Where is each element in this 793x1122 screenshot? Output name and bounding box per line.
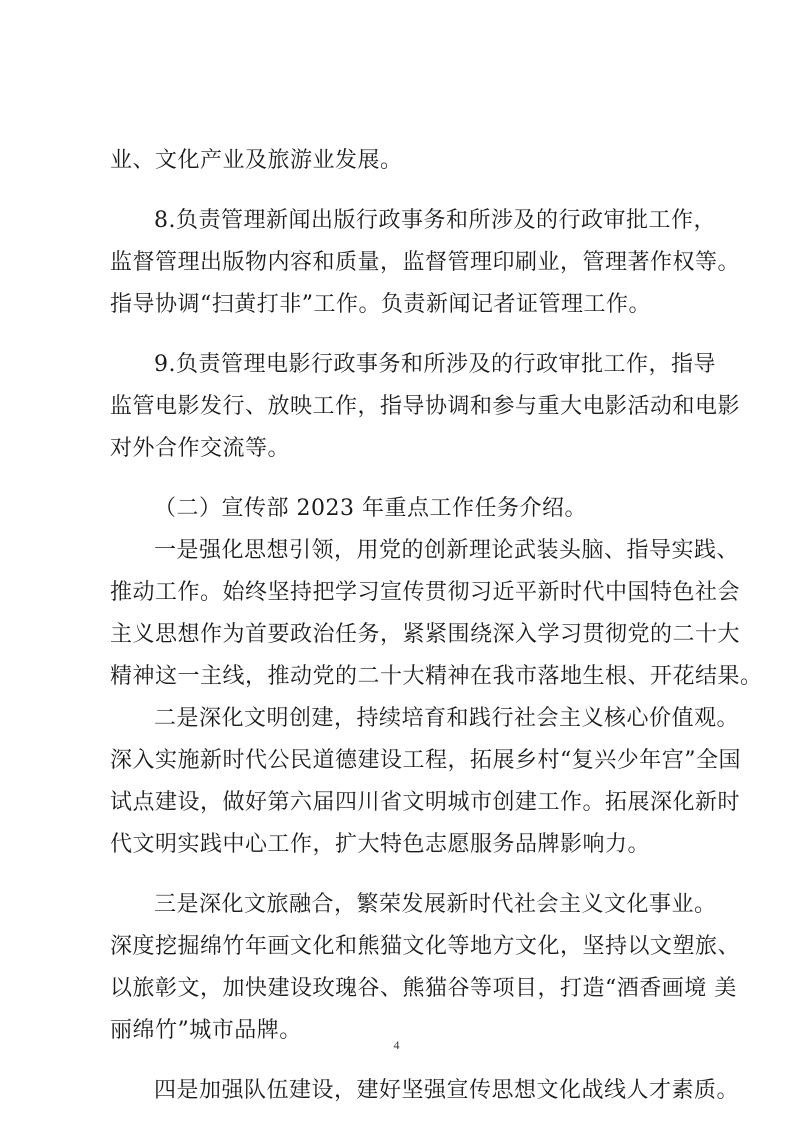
text-line: 监管电影发行、放映工作，指导协调和参与重大电影活动和电影 (110, 394, 741, 419)
text-line: 业、文化产业及旅游业发展。 (110, 148, 403, 173)
paragraph-item-8 (110, 200, 741, 326)
text-line: 试点建设，做好第六届四川省文明城市创建工作。拓展深化新时 (110, 790, 741, 815)
text-line: 代文明实践中心工作，扩大特色志愿服务品牌影响力。 (110, 832, 651, 857)
text-line: 深入实施新时代公民道德建设工程，拓展乡村“复兴少年宫”全国 (110, 748, 741, 773)
paragraph-task-2 (110, 698, 741, 866)
text-line: 四是加强队伍建设，建好坚强宣传思想文化战线人才素质。 (154, 1078, 740, 1103)
text-line: 对外合作交流等。 (110, 436, 291, 461)
document-body (110, 140, 763, 1112)
text-line: 主义思想作为首要政治任务，紧紧围绕深入学习贯彻党的二十大 (110, 622, 741, 647)
text-line: 9.负责管理电影行政事务和所涉及的行政审批工作，指导 (154, 352, 716, 377)
text-line: 推动工作。始终坚持把学习宣传贯彻习近平新时代中国特色社会 (110, 580, 741, 605)
text-line: 8.负责管理新闻出版行政事务和所涉及的行政审批工作， (154, 208, 716, 233)
page-number: 4 (393, 1038, 400, 1052)
text-line: 以旅彰文，加快建设玫瑰谷、熊猫谷等项目，打造“酒香画境 美 (110, 976, 737, 1001)
text-line: 监督管理出版物内容和质量，监督管理印刷业，管理著作权等。 (110, 250, 741, 275)
text-line: 二是深化文明创建，持续培育和践行社会主义核心价值观。 (154, 706, 740, 731)
text-line: 精神这一主线，推动党的二十大精神在我市落地生根、开花结果。 (110, 664, 763, 689)
paragraph-task-3 (110, 884, 741, 1052)
text-line: 指导协调“扫黄打非”工作。负责新闻记者证管理工作。 (110, 292, 651, 317)
paragraph-item-9 (110, 344, 741, 470)
paragraph (110, 140, 698, 182)
heading-text: （二）宣传部 2023 年重点工作任务介绍。 (154, 496, 587, 521)
text-line: 三是深化文旅融合，繁荣发展新时代社会主义文化事业。 (154, 892, 717, 917)
paragraph-task-4 (110, 1070, 740, 1112)
text-line: 丽绵竹”城市品牌。 (110, 1018, 302, 1043)
text-line: 一是强化思想引领，用党的创新理论武装头脑、指导实践、 (154, 538, 740, 563)
text-line: 深度挖掘绵竹年画文化和熊猫文化等地方文化，坚持以文塑旅、 (110, 934, 741, 959)
paragraph-task-1 (110, 530, 763, 698)
section-heading (110, 488, 698, 530)
